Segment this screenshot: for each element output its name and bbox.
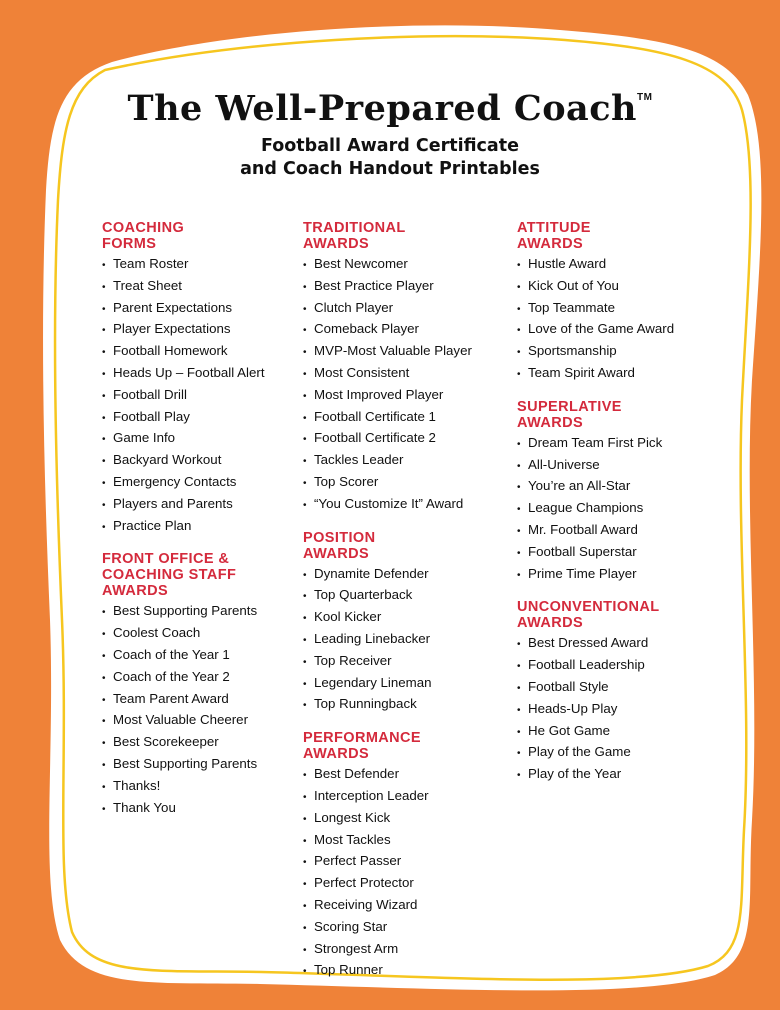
- list-item-label: Heads Up – Football Alert: [113, 364, 265, 380]
- list-item: [303, 917, 503, 939]
- list-item: [102, 623, 292, 645]
- bullet-icon: •: [303, 456, 307, 468]
- bullet-icon: •: [517, 547, 521, 559]
- list-item: [517, 764, 737, 786]
- bullet-icon: •: [303, 281, 307, 293]
- bullet-icon: •: [303, 944, 307, 956]
- list-item: [102, 407, 292, 429]
- list-item-label: All-Universe: [528, 456, 600, 472]
- list-item-label: Love of the Game Award: [528, 321, 675, 337]
- list-item: [102, 645, 292, 667]
- list-item-label: Football Certificate 2: [314, 430, 436, 446]
- list-item: [102, 798, 292, 820]
- bullet-icon: •: [303, 857, 307, 869]
- bullet-icon: •: [102, 629, 106, 641]
- list-item-label: Best Supporting Parents: [113, 755, 258, 771]
- bullet-icon: •: [102, 412, 106, 424]
- list-item: [517, 455, 737, 477]
- list-item-label: Most Consistent: [314, 364, 410, 380]
- list-superlative: [517, 433, 737, 586]
- list-item-label: Top Runningback: [314, 696, 417, 712]
- bullet-icon: •: [102, 347, 106, 359]
- list-item-label: Best Defender: [314, 766, 400, 782]
- list-item: [102, 689, 292, 711]
- list-item-label: Best Dressed Award: [528, 635, 649, 651]
- list-item: [303, 694, 503, 716]
- list-item-label: Longest Kick: [314, 809, 391, 825]
- bullet-icon: •: [102, 759, 106, 771]
- list-item: [303, 407, 503, 429]
- list-item: [102, 516, 292, 538]
- bullet-icon: •: [517, 639, 521, 651]
- list-unconventional: [517, 633, 737, 786]
- list-item-label: Hustle Award: [528, 256, 607, 271]
- list-item-label: Best Newcomer: [314, 256, 408, 271]
- section-heading-unconventional: UNCONVENTIONAL AWARDS: [517, 599, 660, 632]
- bullet-icon: •: [303, 325, 307, 337]
- bullet-icon: •: [102, 499, 106, 511]
- bullet-icon: •: [102, 368, 106, 380]
- list-item-label: Player Expectations: [113, 321, 231, 337]
- bullet-icon: •: [517, 460, 521, 472]
- list-item: [303, 450, 503, 472]
- list-item: [517, 476, 737, 498]
- list-item: [303, 341, 503, 363]
- bullet-icon: •: [303, 678, 307, 690]
- section-heading-front-office: FRONT OFFICE & COACHING STAFF AWARDS: [102, 551, 237, 600]
- list-item-label: Football Certificate 1: [314, 408, 436, 424]
- list-item: [303, 472, 503, 494]
- bullet-icon: •: [303, 303, 307, 315]
- list-item: [102, 732, 292, 754]
- list-item-label: Football Style: [528, 678, 609, 694]
- list-item: [303, 786, 503, 808]
- list-item-label: Top Quarterback: [314, 587, 413, 603]
- list-item: [303, 254, 503, 276]
- list-item: [517, 298, 737, 320]
- list-item-label: Dream Team First Pick: [528, 434, 663, 450]
- list-item: [303, 585, 503, 607]
- bullet-icon: •: [517, 504, 521, 516]
- bullet-icon: •: [303, 260, 307, 271]
- list-item: [517, 564, 737, 586]
- list-item-label: Football Play: [113, 408, 190, 424]
- list-item-label: Clutch Player: [314, 299, 394, 315]
- column-2: [303, 220, 503, 996]
- list-front-office: [102, 601, 292, 819]
- list-item-label: Scoring Star: [314, 918, 388, 934]
- list-item: [303, 808, 503, 830]
- list-item: [303, 607, 503, 629]
- list-item: [303, 895, 503, 917]
- bullet-icon: •: [303, 591, 307, 603]
- list-item-label: Practice Plan: [113, 517, 192, 533]
- page-title: The Well-Prepared Coach™: [127, 88, 653, 129]
- bullet-icon: •: [517, 770, 521, 782]
- list-item-label: Kool Kicker: [314, 609, 382, 625]
- bullet-icon: •: [517, 438, 521, 450]
- list-item-label: Team Roster: [113, 256, 189, 271]
- list-item-label: You’re an All-Star: [528, 478, 631, 494]
- list-item: [303, 960, 503, 982]
- bullet-icon: •: [517, 325, 521, 337]
- list-item-label: League Champions: [528, 500, 644, 516]
- bullet-icon: •: [303, 634, 307, 646]
- subtitle-line-1: Football Award Certificate: [261, 136, 519, 156]
- list-item: [517, 677, 737, 699]
- list-item: [102, 754, 292, 776]
- bullet-icon: •: [303, 569, 307, 581]
- trademark: TM: [637, 92, 653, 103]
- list-item-label: Strongest Arm: [314, 940, 399, 956]
- bullet-icon: •: [303, 922, 307, 934]
- list-item: [517, 254, 737, 276]
- list-item: [517, 633, 737, 655]
- list-item: [303, 651, 503, 673]
- list-item-label: Coolest Coach: [113, 625, 201, 641]
- list-item-label: Play of the Year: [528, 766, 622, 782]
- list-item: [517, 542, 737, 564]
- column-1: [102, 220, 292, 833]
- list-item-label: Sportsmanship: [528, 343, 617, 359]
- list-item-label: Top Receiver: [314, 652, 392, 668]
- bullet-icon: •: [102, 803, 106, 815]
- list-item-label: Perfect Protector: [314, 875, 414, 891]
- bullet-icon: •: [102, 260, 106, 271]
- bullet-icon: •: [303, 813, 307, 825]
- list-item: [102, 298, 292, 320]
- bullet-icon: •: [102, 607, 106, 619]
- list-item: [303, 363, 503, 385]
- section-heading-coaching-forms: COACHING FORMS: [102, 220, 185, 252]
- list-item: [303, 939, 503, 961]
- list-item-label: Thanks!: [113, 777, 161, 793]
- bullet-icon: •: [303, 656, 307, 668]
- bullet-icon: •: [517, 482, 521, 494]
- list-item-label: Emergency Contacts: [113, 473, 237, 489]
- list-item-label: Best Scorekeeper: [113, 734, 219, 750]
- subtitle-line-2: and Coach Handout Printables: [240, 159, 540, 179]
- bullet-icon: •: [102, 456, 106, 468]
- list-item: [102, 385, 292, 407]
- list-item: [102, 472, 292, 494]
- bullet-icon: •: [102, 738, 106, 750]
- bullet-icon: •: [303, 390, 307, 402]
- list-item: [517, 699, 737, 721]
- bullet-icon: •: [517, 260, 521, 271]
- list-item-label: Dynamite Defender: [314, 565, 429, 581]
- list-item-label: Play of the Game: [528, 744, 631, 760]
- list-item: [517, 319, 737, 341]
- bullet-icon: •: [303, 347, 307, 359]
- bullet-icon: •: [102, 672, 106, 684]
- list-item: [517, 363, 737, 385]
- list-item-label: Coach of the Year 2: [113, 668, 230, 684]
- list-item-label: Team Spirit Award: [528, 364, 635, 380]
- list-item: [517, 742, 737, 764]
- list-performance: [303, 764, 503, 982]
- list-item: [303, 629, 503, 651]
- list-item: [303, 385, 503, 407]
- section-heading-superlative: SUPERLATIVE AWARDS: [517, 398, 622, 431]
- bullet-icon: •: [517, 661, 521, 673]
- list-item: [102, 341, 292, 363]
- list-item: [102, 450, 292, 472]
- list-item-label: Top Scorer: [314, 473, 379, 489]
- list-item-label: Players and Parents: [113, 495, 233, 511]
- bullet-icon: •: [517, 347, 521, 359]
- list-item: [517, 520, 737, 542]
- bullet-icon: •: [303, 835, 307, 847]
- list-item-label: Interception Leader: [314, 787, 429, 803]
- list-item-label: Legendary Lineman: [314, 674, 432, 690]
- bullet-icon: •: [303, 770, 307, 782]
- bullet-icon: •: [102, 781, 106, 793]
- bullet-icon: •: [517, 368, 521, 380]
- bullet-icon: •: [303, 966, 307, 978]
- list-item: [303, 764, 503, 786]
- list-item-label: Most Improved Player: [314, 386, 444, 402]
- list-item: [517, 721, 737, 743]
- list-item: [102, 494, 292, 516]
- list-item-label: Football Leadership: [528, 657, 645, 673]
- list-item-label: He Got Game: [528, 722, 611, 738]
- list-item-label: Comeback Player: [314, 321, 419, 337]
- list-item-label: Treat Sheet: [113, 277, 182, 293]
- bullet-icon: •: [517, 569, 521, 581]
- list-item: [102, 319, 292, 341]
- bullet-icon: •: [102, 303, 106, 315]
- bullet-icon: •: [303, 613, 307, 625]
- list-item: [102, 710, 292, 732]
- list-item-label: Most Tackles: [314, 831, 391, 847]
- list-item-label: Heads-Up Play: [528, 700, 618, 716]
- list-item: [102, 776, 292, 798]
- list-item: [517, 341, 737, 363]
- list-item-label: Backyard Workout: [113, 452, 222, 468]
- list-item: [303, 830, 503, 852]
- list-item-label: Prime Time Player: [528, 565, 637, 581]
- bullet-icon: •: [102, 650, 106, 662]
- section-heading-traditional: TRADITIONAL AWARDS: [303, 220, 406, 252]
- bullet-icon: •: [303, 900, 307, 912]
- list-item-label: Perfect Passer: [314, 853, 402, 869]
- section-heading-performance: PERFORMANCE AWARDS: [303, 730, 421, 763]
- bullet-icon: •: [102, 694, 106, 706]
- bullet-icon: •: [303, 434, 307, 446]
- bullet-icon: •: [102, 716, 106, 728]
- bullet-icon: •: [303, 368, 307, 380]
- bullet-icon: •: [517, 525, 521, 537]
- list-attitude: [517, 254, 737, 385]
- bullet-icon: •: [303, 477, 307, 489]
- list-item-label: Leading Linebacker: [314, 630, 431, 646]
- list-item-label: Team Parent Award: [113, 690, 229, 706]
- bullet-icon: •: [303, 412, 307, 424]
- list-item-label: Tackles Leader: [314, 452, 404, 468]
- list-item-label: Best Supporting Parents: [113, 603, 258, 619]
- list-item-label: Football Superstar: [528, 543, 637, 559]
- list-item: [303, 564, 503, 586]
- list-item-label: Top Teammate: [528, 299, 615, 315]
- bullet-icon: •: [102, 521, 106, 533]
- bullet-icon: •: [517, 704, 521, 716]
- list-item: [303, 494, 503, 516]
- list-item: [517, 276, 737, 298]
- list-item-label: Football Homework: [113, 343, 228, 359]
- list-item: [517, 433, 737, 455]
- section-heading-position: POSITION AWARDS: [303, 529, 376, 562]
- list-item: [303, 851, 503, 873]
- list-position: [303, 564, 503, 717]
- list-item-label: Coach of the Year 1: [113, 646, 230, 662]
- bullet-icon: •: [517, 682, 521, 694]
- bullet-icon: •: [303, 879, 307, 891]
- section-heading-attitude: ATTITUDE AWARDS: [517, 220, 591, 252]
- list-item: [102, 276, 292, 298]
- list-item: [303, 428, 503, 450]
- bullet-icon: •: [102, 325, 106, 337]
- list-item: [303, 276, 503, 298]
- list-item-label: Thank You: [113, 799, 176, 815]
- bullet-icon: •: [517, 748, 521, 760]
- bullet-icon: •: [303, 791, 307, 803]
- list-item-label: Mr. Football Award: [528, 521, 638, 537]
- list-item: [102, 363, 292, 385]
- bullet-icon: •: [102, 281, 106, 293]
- list-item-label: Best Practice Player: [314, 277, 434, 293]
- list-item-label: “You Customize It” Award: [314, 495, 464, 511]
- column-3: [517, 220, 737, 800]
- bullet-icon: •: [303, 499, 307, 511]
- bullet-icon: •: [102, 434, 106, 446]
- list-item: [102, 428, 292, 450]
- list-item: [303, 673, 503, 695]
- list-coaching-forms: [102, 254, 292, 537]
- list-item: [303, 873, 503, 895]
- list-item-label: MVP-Most Valuable Player: [314, 343, 472, 359]
- list-item-label: Game Info: [113, 430, 176, 446]
- list-item-label: Receiving Wizard: [314, 896, 418, 912]
- list-item: [517, 655, 737, 677]
- bullet-icon: •: [517, 303, 521, 315]
- list-item-label: Football Drill: [113, 386, 187, 402]
- bullet-icon: •: [517, 726, 521, 738]
- list-item-label: Top Runner: [314, 962, 383, 978]
- bullet-icon: •: [102, 477, 106, 489]
- list-traditional: [303, 254, 503, 516]
- list-item: [102, 254, 292, 276]
- bullet-icon: •: [102, 390, 106, 402]
- bullet-icon: •: [517, 281, 521, 293]
- list-item-label: Parent Expectations: [113, 299, 233, 315]
- list-item-label: Most Valuable Cheerer: [113, 712, 249, 728]
- bullet-icon: •: [303, 700, 307, 712]
- list-item: [102, 601, 292, 623]
- list-item-label: Kick Out of You: [528, 277, 619, 293]
- list-item: [303, 319, 503, 341]
- list-item: [102, 667, 292, 689]
- list-item: [303, 298, 503, 320]
- list-item: [517, 498, 737, 520]
